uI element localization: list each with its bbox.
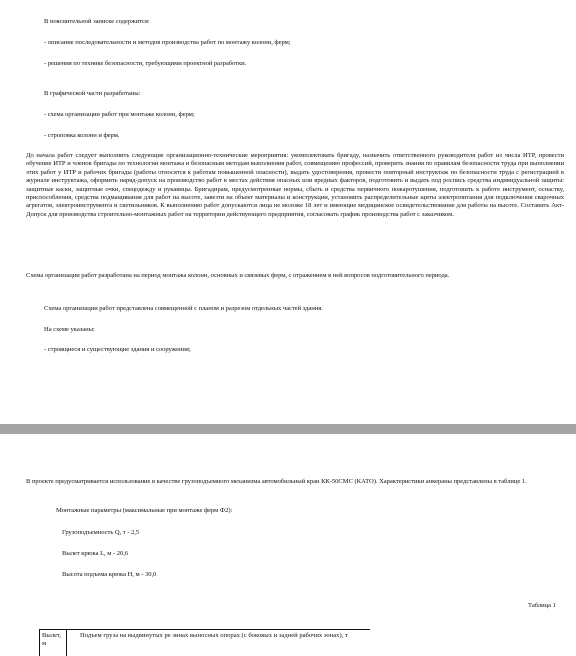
table-header-cell (40, 630, 67, 656)
table-header-reach: Вылет, м (42, 632, 62, 648)
page-separator (0, 424, 576, 434)
document-page-2 (0, 434, 576, 655)
paragraph-scheme: Схема организации работ разработана на период монтажа колонн, основных и связевых ферм, с отражением в ней вопросов подготовительного периода. (26, 272, 450, 279)
shown-item: - строящиеся и существующие здания и сооружения; (44, 346, 191, 353)
graphic-item: - схема организации работ при монтаже колонн, ферм; (44, 111, 195, 118)
table-header-load: Подъем груза на выдвинутых ре зинах выносных опорах (с боковых и задней рабочих зонах), т (80, 632, 348, 639)
paragraph-crane: В проекте предусматривается использование в качестве грузоподъемного механизма автомобильный кран КК-50СМС (КАТО). Характеристики анкераны представлены в таблице 1. (26, 478, 527, 485)
graphic-intro: В графической части разработаны: (44, 90, 141, 97)
graphic-item: - строповка колонн и ферм. (44, 132, 120, 139)
explanatory-item: - описание последовательности и методов производства работ по монтажу колонн, ферм; (44, 39, 291, 46)
table-caption: Таблица 1 (528, 602, 556, 609)
explanatory-intro: В пояснительной записке содержится: (44, 18, 150, 25)
param-capacity: Грузоподъемность Q, т - 2,5 (62, 529, 140, 536)
explanatory-item: - решения по технике безопасности, требующими проектной разработки. (44, 60, 247, 67)
params-title: Монтажные параметры (максимальные при монтаже ферм Ф2): (56, 507, 233, 514)
paragraph-preparation: До начала работ следует выполнить следующие организационно-технические мероприятия: укомплектовать бригаду, назначить ответственного руководителя работ из числа ИТР, провести обучение ИТР и членов бригады по технологии монтажа и безопасным методам выполнения работ, совмещению профессий, проверить знания по правилам безопасности труда при выполнении этих работ у ИТР и рабочих бригады (работы относятся к работам повышенной опасности), выдать удостоверения, провести повторный инструктаж по безопасности труда с регистрацией в журнале инструктажа, оформить наряд-допуск на производство работ в местах действия опасных или вредных факторов, подготовить и выдать под роспись средства индивидуальной защиты: защитные каски, защитные очки, спецодежду и рукавицы. Бригадирам, предусмотренные нормы, сбыть и средства первичного пожаротушения, подготовить к работе инструмент, оснастку, приспособления, средства подмащивания для работ на высоте, завезти на объект материалы и конструкции, установить распределительные щиты электропитания для подключения сварочных агрегатов, электроинструмента и светильников. К выполнению работ допускаются лица не моложе 18 лет и имеющие медицинское освидетельствование для работы на высоте. Составить Акт-Допуск для производства строительно-монтажных работ на территории действующего предприятия, согласовать график производства работ с заказчиком. (26, 152, 564, 218)
crane-table (39, 629, 370, 656)
paragraph-plan: Схема организации работ представлена совмещенной с планом и разрезом отдельных частей здания. (44, 305, 323, 312)
shown-intro: На схеме указаны: (44, 326, 95, 333)
param-height: Высота подъема крюка H, м - 30,0 (62, 571, 157, 578)
param-reach: Вылет крюка L, м - 20,6 (62, 550, 129, 557)
